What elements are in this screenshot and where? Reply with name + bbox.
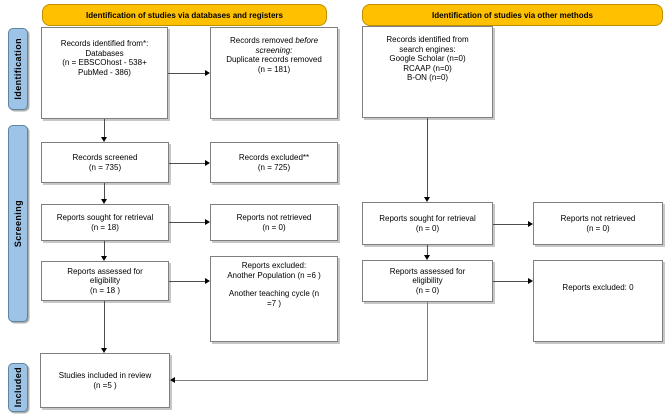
phase-label-screening	[8, 125, 28, 322]
box-records-removed: Records removed before screening: Duplicate records removed (n = 181)	[210, 27, 338, 119]
box-reports-excluded-db: Reports excluded: Another Population (n =6 ) Another teaching cycle (n =7 )	[210, 256, 338, 342]
box-reports-assessed-db: Reports assessed for eligibility (n = 18 )	[41, 261, 169, 301]
box-reports-not-retrieved-db: Reports not retrieved (n = 0)	[210, 204, 338, 241]
box-search-engines: Records identified from search engines: Google Scholar (n=0) RCAAP (n=0) B-ON (n=0)	[362, 26, 493, 118]
box-reports-sought-db: Reports sought for retrieval (n = 18)	[41, 204, 169, 241]
phase-label-included	[8, 363, 28, 412]
phase-label-identification	[8, 28, 28, 110]
phase-label-screening-text: Screening	[13, 199, 23, 248]
header-databases-registers: Identification of studies via databases and registers	[42, 4, 327, 26]
box-reports-assessed-other: Reports assessed for eligibility (n = 0)	[362, 260, 493, 302]
box-studies-included: Studies included in review (n =5 )	[40, 353, 170, 408]
phase-label-identification-text: Identification	[13, 38, 23, 100]
box-records-identified: Records identified from*: Databases (n = EBSCOhost - 538+ PubMed - 386)	[41, 27, 168, 119]
box-reports-excluded-other: Reports excluded: 0	[533, 260, 663, 342]
phase-label-included-text: Included	[13, 367, 23, 408]
box-reports-not-retrieved-other: Reports not retrieved (n = 0)	[533, 202, 663, 245]
box-records-screened: Records screened (n = 735)	[41, 142, 169, 183]
box-records-excluded: Records excluded** (n = 725)	[210, 142, 338, 183]
header-other-methods: Identification of studies via other methods	[362, 4, 663, 26]
box-reports-sought-other: Reports sought for retrieval (n = 0)	[362, 202, 493, 245]
